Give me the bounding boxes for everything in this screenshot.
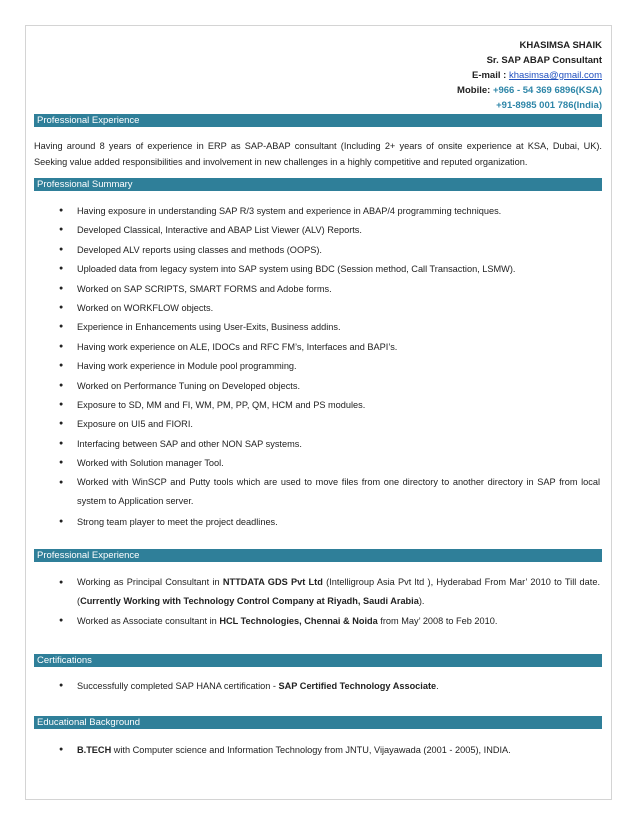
experience-intro-text: Having around 8 years of experience in ERP as SAP-ABAP consultant (Including 2+ years of onsite experience at KSA, Dubai, UK). Seeking value added responsibilities and involvement in new challenges in a highly competitive and reputed organization. [34,141,602,167]
employer-name: HCL Technologies, Chennai & Noida [219,616,378,627]
mobile-label: Mobile: [457,85,493,96]
section-heading-summary: Professional Summary [34,178,602,191]
summary-item: ● Uploaded data from legacy system into SAP system using BDC (Session method, Call Transaction, LSMW). [0,260,600,278]
experience-item: ● Working as Principal Consultant in NTTDATA GDS Pvt Ltd (Intelligroup Asia Pvt ltd ), Hyderabad From Mar’ 2010 to Till date. (Currently Working with Technology Control Company at Riyadh, Saudi Arabia). [0,573,600,611]
experience-list [0,573,600,632]
certification-item: ● Successfully completed SAP HANA certification - SAP Certified Technology Associate. [0,677,600,695]
summary-item: ● Having work experience in Module pool programming. [0,357,600,375]
certifications-list [0,677,600,696]
contact-header [457,38,602,113]
experience-item: ● Worked as Associate consultant in HCL Technologies, Chennai & Noida from May’ 2008 to Feb 2010. [0,612,600,630]
mobile-line [457,83,602,98]
mobile-ksa: +966 - 54 369 6896(KSA) [492,85,602,96]
candidate-name: KHASIMSA SHAIK [519,40,602,51]
summary-item: ● Interfacing between SAP and other NON SAP systems. [0,435,600,453]
education-list [0,741,600,760]
email-line [457,68,602,83]
employer-name: NTTDATA GDS Pvt Ltd [222,577,323,587]
section-heading-certifications: Certifications [34,654,602,667]
summary-item: ● Developed Classical, Interactive and ABAP List Viewer (ALV) Reports. [0,221,600,239]
summary-item: ● Having exposure in understanding SAP R/3 system and experience in ABAP/4 programming techniques. [0,202,600,220]
email-label: E-mail : [471,70,509,81]
certification-name: SAP Certified Technology Associate [278,681,437,691]
summary-item: ● Worked with WinSCP and Putty tools which are used to move files from one directory to another directory in SAP from local system to Application server. [0,473,600,511]
education-item: ● B.TECH with Computer science and Information Technology from JNTU, Vijayawada (2001 - 2005), INDIA. [0,741,600,759]
summary-item: ● Experience in Enhancements using User-Exits, Business addins. [0,318,600,336]
summary-item: ● Having work experience on ALE, IDOCs and RFC FM’s, Interfaces and BAPI’s. [0,338,600,356]
summary-item: ● Worked with Solution manager Tool. [0,454,600,472]
summary-item: ● Developed ALV reports using classes and methods (OOPS). [0,241,600,259]
mobile-india: +91-8985 001 786(India) [496,100,602,111]
current-assignment: Currently Working with Technology Control Company at Riyadh, Saudi Arabia [80,596,419,606]
summary-item: ● Worked on Performance Tuning on Developed objects. [0,377,600,395]
summary-item: ● Exposure to SD, MM and FI, WM, PM, PP, QM, HCM and PS modules. [0,396,600,414]
section-heading-education: Educational Background [34,716,602,729]
degree-name: B.TECH [77,745,112,755]
section-heading-experience-intro: Professional Experience [34,114,602,127]
summary-item: ● Worked on SAP SCRIPTS, SMART FORMS and Adobe forms. [0,280,600,298]
candidate-title: Sr. SAP ABAP Consultant [486,55,602,66]
summary-item: ● Strong team player to meet the project deadlines. [0,513,600,531]
summary-list [0,202,600,532]
summary-item: ● Exposure on UI5 and FIORI. [0,415,600,433]
mobile-line-india [457,98,602,113]
summary-item: ● Worked on WORKFLOW objects. [0,299,600,317]
section-heading-experience-jobs: Professional Experience [34,549,602,562]
email-link[interactable]: khasimsa@gmail.com [508,70,602,81]
